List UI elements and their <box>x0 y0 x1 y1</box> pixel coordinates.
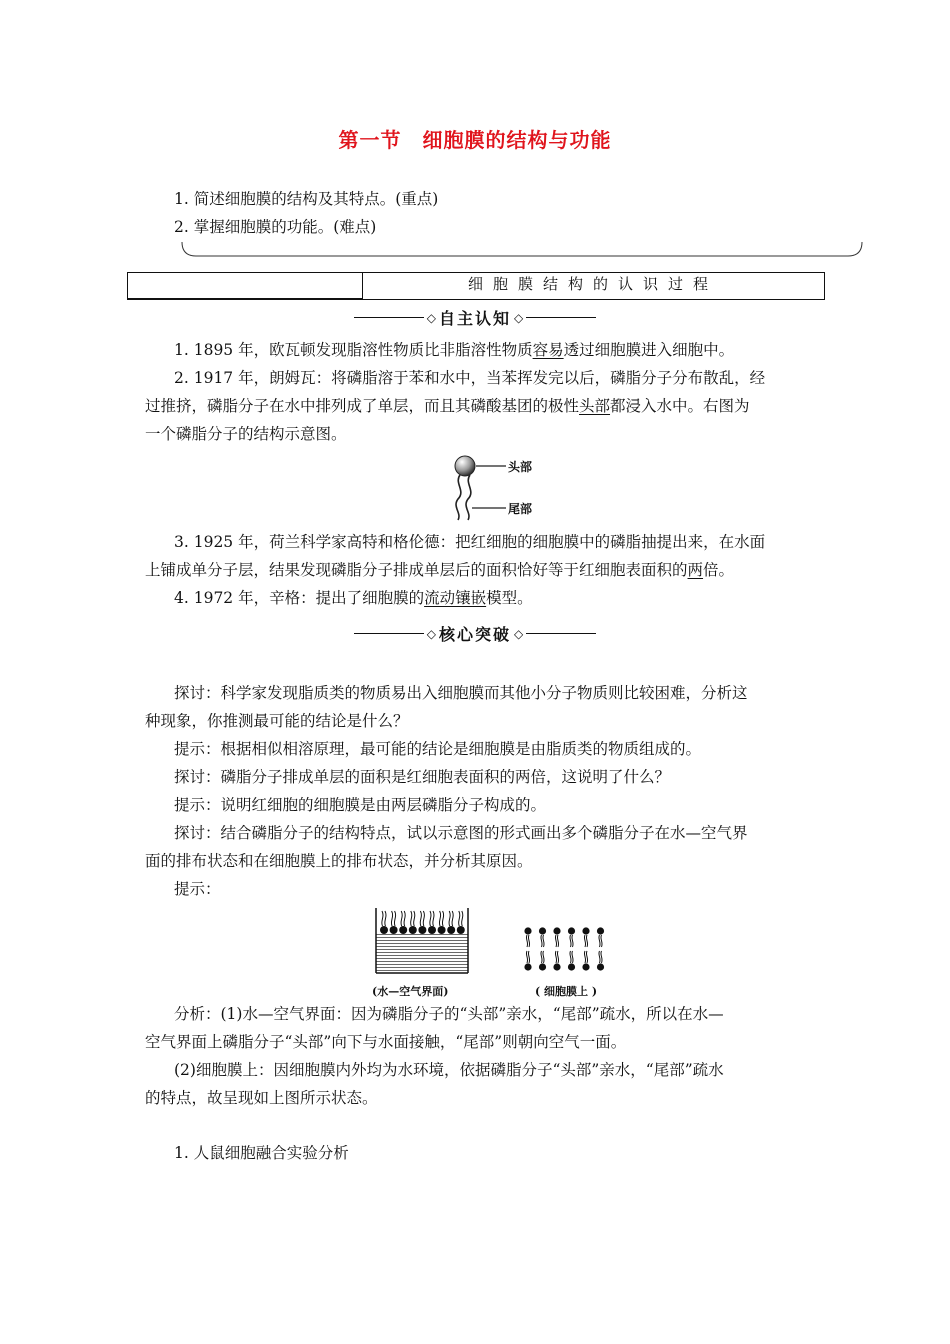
bilayer-head-bottom <box>539 963 546 970</box>
monolayer-tail <box>439 911 440 926</box>
objective-2: 2. 掌握细胞膜的功能。(难点) <box>174 218 377 236</box>
bilayer-tail-top <box>586 935 587 947</box>
bilayer-tail-top <box>570 935 571 947</box>
monolayer-head <box>409 926 417 934</box>
item-2-line-3: 一个磷脂分子的结构示意图。 <box>145 425 347 443</box>
monolayer-tail <box>391 911 392 926</box>
bilayer-tail-top <box>555 935 556 947</box>
water-area <box>376 932 468 972</box>
phospholipid-tail-2 <box>466 475 471 520</box>
monolayer-head <box>447 926 455 934</box>
section-bar-underline <box>127 298 363 299</box>
item-2-line-1: 2. 1917 年，朗姆瓦：将磷脂溶于苯和水中，当苯挥发完以后，磷脂分子分布散乱，经 <box>174 369 766 387</box>
bilayer-tail-top <box>526 935 527 947</box>
section-heading-text: 自主认知 <box>438 309 511 328</box>
hint-3: 提示： <box>174 880 221 898</box>
bilayer-tail-bottom <box>526 951 527 963</box>
item-3-line-1: 3. 1925 年，荷兰科学家高特和格伦德：把红细胞的细胞膜中的磷脂抽提出来，在水面 <box>174 533 766 551</box>
item-1 <box>174 340 734 360</box>
page-title: 第一节 细胞膜的结构与功能 <box>338 128 612 152</box>
bilayer-tail-bottom <box>555 951 556 963</box>
bilayer-head-bottom <box>553 963 560 970</box>
cell-membrane-diagram <box>520 926 610 972</box>
bilayer-head-bottom <box>582 963 589 970</box>
bilayer-head-bottom <box>568 963 575 970</box>
monolayer-head <box>380 926 388 934</box>
monolayer-head <box>399 926 407 934</box>
monolayer-tail <box>462 911 463 926</box>
monolayer-tail <box>401 911 402 926</box>
bilayer-tail-bottom <box>528 951 529 963</box>
analysis-line-4: 的特点，故呈现如上图所示状态。 <box>145 1089 378 1107</box>
final-heading: 1. 人鼠细胞融合实验分析 <box>174 1144 349 1162</box>
bilayer-tail-top <box>572 935 573 947</box>
item-3-text: 上铺成单分子层，结果发现磷脂分子排成单层后的面积恰好等于红细胞表面积的 <box>145 561 688 579</box>
bilayer-tail-bottom <box>557 951 558 963</box>
head-label: 头部 <box>508 460 533 474</box>
question-1-line-2: 种现象，你推测最可能的结论是什么？ <box>145 712 409 730</box>
monolayer-head <box>418 926 426 934</box>
item-2-text: 过推挤，磷脂分子在水中排列成了单层，而且其磷酸基团的极性 <box>145 397 580 415</box>
bilayer-molecules <box>524 927 604 970</box>
analysis-line-2: 空气界面上磷脂分子“头部”向下与水面接触，“尾部”则朝向空气一面。 <box>145 1033 627 1051</box>
question-3-line-1: 探讨：结合磷脂分子的结构特点，试以示意图的形式画出多个磷脂分子在水—空气界 <box>174 824 748 842</box>
item-4-text: 4. 1972 年，辛格：提出了细胞膜的 <box>174 589 425 607</box>
monolayer-tail <box>452 911 453 926</box>
caption-water-air: (水—空气界面) <box>372 985 449 998</box>
monolayer-tail <box>382 911 383 926</box>
phospholipid-tail-1 <box>456 475 461 520</box>
monolayer-tail <box>414 911 415 926</box>
monolayer-tail <box>411 911 412 926</box>
bilayer-tail-bottom <box>586 951 587 963</box>
bilayer-tail-bottom <box>570 951 571 963</box>
question-1-line-1: 探讨：科学家发现脂质类的物质易出入细胞膜而其他小分子物质则比较困难，分析这 <box>174 684 748 702</box>
hint-2: 提示：说明红细胞的细胞膜是由两层磷脂分子构成的。 <box>174 796 547 814</box>
bilayer-head-bottom <box>524 963 531 970</box>
monolayer-tail <box>459 911 460 926</box>
caption-cell-membrane: ( 细胞膜上 ) <box>535 985 598 998</box>
bilayer-head-top <box>568 927 575 934</box>
analysis-line-1: 分析：(1)水—空气界面：因为磷脂分子的“头部”亲水，“尾部”疏水，所以在水— <box>174 1005 724 1023</box>
monolayer-head <box>428 926 436 934</box>
item-2-underline: 头部 <box>579 397 611 415</box>
objectives-bracket <box>180 240 864 260</box>
bilayer-tail-bottom <box>599 951 600 963</box>
item-2-line-2 <box>145 396 750 416</box>
bilayer-head-top <box>597 927 604 934</box>
section-heading-core: ◇ 核心突破 ◇ <box>0 622 950 645</box>
monolayer-tail <box>423 911 424 926</box>
section-heading-self-study: ◇ 自主认知 ◇ <box>0 306 950 329</box>
item-4-underline: 流动镶嵌 <box>424 589 487 607</box>
phospholipid-head <box>455 456 475 476</box>
bilayer-tail-bottom <box>543 951 544 963</box>
monolayer-molecules <box>380 911 465 934</box>
item-1-underline: 容易 <box>532 341 564 359</box>
monolayer-tail <box>430 911 431 926</box>
bilayer-tail-top <box>584 935 585 947</box>
question-3-line-2: 面的排布状态和在细胞膜上的排布状态，并分析其原因。 <box>145 852 533 870</box>
bilayer-tail-top <box>528 935 529 947</box>
bilayer-head-top <box>524 927 531 934</box>
bilayer-tail-bottom <box>572 951 573 963</box>
phospholipid-diagram <box>440 450 560 526</box>
water-air-interface-diagram <box>370 906 475 976</box>
bilayer-tail-top <box>599 935 600 947</box>
hint-1: 提示：根据相似相溶原理，最可能的结论是细胞膜是由脂质类的物质组成的。 <box>174 740 702 758</box>
bilayer-head-bottom <box>597 963 604 970</box>
tail-label: 尾部 <box>508 502 533 516</box>
monolayer-head <box>457 926 465 934</box>
monolayer-tail <box>404 911 405 926</box>
item-3-text-end: 倍。 <box>703 561 735 579</box>
analysis-line-3: (2)细胞膜上：因细胞膜内外均为水环境，依据磷脂分子“头部”亲水，“尾部”疏水 <box>174 1061 724 1079</box>
bilayer-tail-top <box>557 935 558 947</box>
monolayer-tail <box>433 911 434 926</box>
bilayer-head-top <box>582 927 589 934</box>
bilayer-head-top <box>539 927 546 934</box>
item-3-underline: 两 <box>687 561 704 579</box>
item-1-text: 1. 1895 年，欧瓦顿发现脂溶性物质比非脂溶性物质 <box>174 341 533 359</box>
objective-1: 1. 简述细胞膜的结构及其特点。(重点) <box>174 190 439 208</box>
section-bar-label: 细胞膜结构的认识过程 <box>467 275 718 293</box>
bilayer-tail-top <box>541 935 542 947</box>
bilayer-tail-bottom <box>584 951 585 963</box>
monolayer-tail <box>385 911 386 926</box>
item-4 <box>174 588 533 608</box>
monolayer-tail <box>420 911 421 926</box>
bilayer-tail-bottom <box>601 951 602 963</box>
item-4-text-end: 模型。 <box>486 589 533 607</box>
bilayer-tail-top <box>601 935 602 947</box>
item-3-line-2 <box>145 560 734 580</box>
monolayer-tail <box>442 911 443 926</box>
bilayer-tail-top <box>543 935 544 947</box>
bilayer-tail-bottom <box>541 951 542 963</box>
section-heading-text: 核心突破 <box>438 625 511 644</box>
bilayer-head-top <box>553 927 560 934</box>
monolayer-head <box>390 926 398 934</box>
monolayer-tail <box>449 911 450 926</box>
monolayer-head <box>438 926 446 934</box>
item-1-text-end: 透过细胞膜进入细胞中。 <box>563 341 735 359</box>
item-2-text-end: 都浸入水中。右图为 <box>610 397 750 415</box>
question-2: 探讨：磷脂分子排成单层的面积是红细胞表面积的两倍，这说明了什么？ <box>174 768 671 786</box>
monolayer-tail <box>394 911 395 926</box>
